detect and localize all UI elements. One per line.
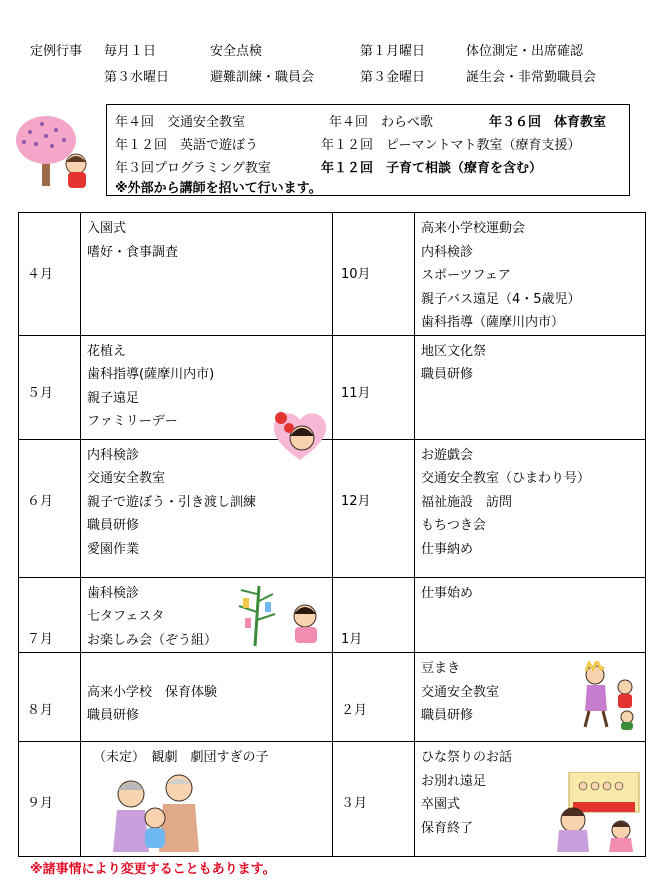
event-item: 内科検診 xyxy=(87,447,140,463)
events-cell xyxy=(415,577,646,653)
table-row xyxy=(19,653,646,742)
event-item: 保育終了 xyxy=(421,820,474,836)
tanabata-bamboo-illustration xyxy=(235,584,331,648)
events-cell xyxy=(415,335,646,439)
month-cell xyxy=(19,742,81,857)
regular-timing: 第３水曜日 xyxy=(104,70,170,85)
events-cell xyxy=(81,653,333,742)
events-cell xyxy=(415,439,646,577)
month-label: ８月 xyxy=(27,703,54,718)
regular-event: 避難訓練・職員会 xyxy=(210,70,315,85)
event-item: 地区文化祭 xyxy=(421,343,487,359)
table-row xyxy=(19,213,646,336)
special-item: 年１２回 ピーマントマト教室（療育支援） xyxy=(321,138,581,153)
special-item: 年３回プログラミング教室 xyxy=(115,161,271,176)
month-label: 1月 xyxy=(341,631,363,647)
event-item: ひな祭りのお話 xyxy=(421,750,513,765)
event-item: 七タフェスタ xyxy=(87,609,165,624)
month-label: 10月 xyxy=(341,267,371,282)
event-item: 親子で遊ぼう・引き渡し訓練 xyxy=(87,494,257,510)
regular-event: 安全点検 xyxy=(210,44,263,59)
event-item: 職員研修 xyxy=(87,518,140,533)
footnote: ※諸事情により変更することもあります。 xyxy=(30,862,276,877)
table-row xyxy=(19,577,646,653)
special-events-box xyxy=(106,104,630,196)
grandparents-child-illustration xyxy=(101,768,211,854)
regular-event: 誕生会・非常勤職員会 xyxy=(466,70,597,85)
month-cell xyxy=(19,213,81,336)
event-item: （未定） 観劇 劇団すぎの子 xyxy=(93,750,269,765)
event-item: 交通安全教室 xyxy=(87,471,166,486)
event-item: 職員研修 xyxy=(421,708,474,723)
month-label: ９月 xyxy=(27,796,54,811)
table-row xyxy=(19,439,646,577)
regular-timing: 毎月１日 xyxy=(104,44,157,59)
events-cell xyxy=(81,577,333,653)
month-cell xyxy=(333,439,415,577)
regular-label: 定例行事 xyxy=(30,44,83,59)
event-item: お楽しみ会（ぞう組） xyxy=(87,632,218,648)
event-item: もちつき会 xyxy=(421,518,486,533)
month-label: ６月 xyxy=(27,493,54,509)
month-cell xyxy=(333,653,415,742)
table-row xyxy=(19,742,646,857)
event-item: お遊戯会 xyxy=(421,447,474,463)
special-item: 年４回 交通安全教室 xyxy=(115,115,246,130)
hina-dolls-stage-illustration xyxy=(555,772,641,852)
special-item: 年４回 わらべ歌 xyxy=(329,115,434,130)
month-cell xyxy=(19,653,81,742)
month-cell xyxy=(333,213,415,336)
month-cell xyxy=(19,439,81,577)
month-label: 12月 xyxy=(341,493,371,509)
event-item: 福祉施設 訪問 xyxy=(421,494,513,510)
event-item: 親子遠足 xyxy=(87,390,140,406)
events-cell xyxy=(81,213,333,336)
events-cell xyxy=(415,653,646,742)
event-item: 卒園式 xyxy=(421,797,461,812)
event-item: 仕事納め xyxy=(421,541,474,557)
regular-timing: 第３金曜日 xyxy=(360,70,426,85)
event-item: 高来小学校 保育体験 xyxy=(87,684,218,700)
month-cell xyxy=(19,577,81,653)
event-item: 入園式 xyxy=(87,221,127,236)
events-cell xyxy=(415,213,646,336)
bean-throwing-illustration xyxy=(575,661,641,731)
month-cell xyxy=(19,335,81,439)
cherry-blossom-tree-illustration xyxy=(12,112,104,192)
event-item: お別れ遠足 xyxy=(421,773,487,789)
event-item xyxy=(87,657,332,681)
event-item: 嗜好・食事調査 xyxy=(87,244,179,260)
event-item: 職員研修 xyxy=(87,708,140,723)
month-label: ７月 xyxy=(27,631,54,647)
month-label: ５月 xyxy=(27,385,54,401)
month-cell xyxy=(333,742,415,857)
special-item: 年３６回 体育教室 xyxy=(489,115,607,130)
heart-child-illustration xyxy=(269,406,331,462)
month-label: ２月 xyxy=(341,703,368,718)
regular-event: 体位測定・出席確認 xyxy=(466,44,584,59)
event-item: 親子バス遠足（4・5歳児） xyxy=(421,291,581,307)
event-item: 内科検診 xyxy=(421,244,474,260)
special-note: ※外部から講師を招いて行います。 xyxy=(115,181,322,196)
table-row xyxy=(19,335,646,439)
event-item: 職員研修 xyxy=(421,367,474,382)
event-item: 交通安全教室 xyxy=(421,684,500,700)
event-item: 歯科検診 xyxy=(87,585,140,601)
month-label: 11月 xyxy=(341,385,371,401)
event-item: 豆まき xyxy=(421,661,461,676)
special-item: 年１２回 子育て相談（療育を含む） xyxy=(321,161,543,176)
events-cell xyxy=(415,742,646,857)
event-item: 花植え xyxy=(87,343,127,359)
event-item: 歯科指導（薩摩川内市） xyxy=(421,315,565,330)
annual-schedule-table xyxy=(18,212,646,857)
event-item: 仕事始め xyxy=(421,585,474,601)
event-item: ファミリーデー xyxy=(87,414,178,429)
event-item: スポーツフェア xyxy=(421,268,511,283)
regular-timing: 第１月曜日 xyxy=(360,44,426,59)
event-item: 愛園作業 xyxy=(87,541,140,557)
event-item: 高来小学校運動会 xyxy=(421,221,526,236)
events-cell xyxy=(81,335,333,439)
month-label: ３月 xyxy=(341,796,368,811)
month-label: ４月 xyxy=(27,267,54,282)
event-item: 交通安全教室（ひまわり号） xyxy=(421,471,591,486)
month-cell xyxy=(333,577,415,653)
month-cell xyxy=(333,335,415,439)
special-item: 年１２回 英語で遊ぼう xyxy=(115,138,259,153)
events-cell xyxy=(81,742,333,857)
event-item: 歯科指導(薩摩川内市) xyxy=(87,367,215,382)
